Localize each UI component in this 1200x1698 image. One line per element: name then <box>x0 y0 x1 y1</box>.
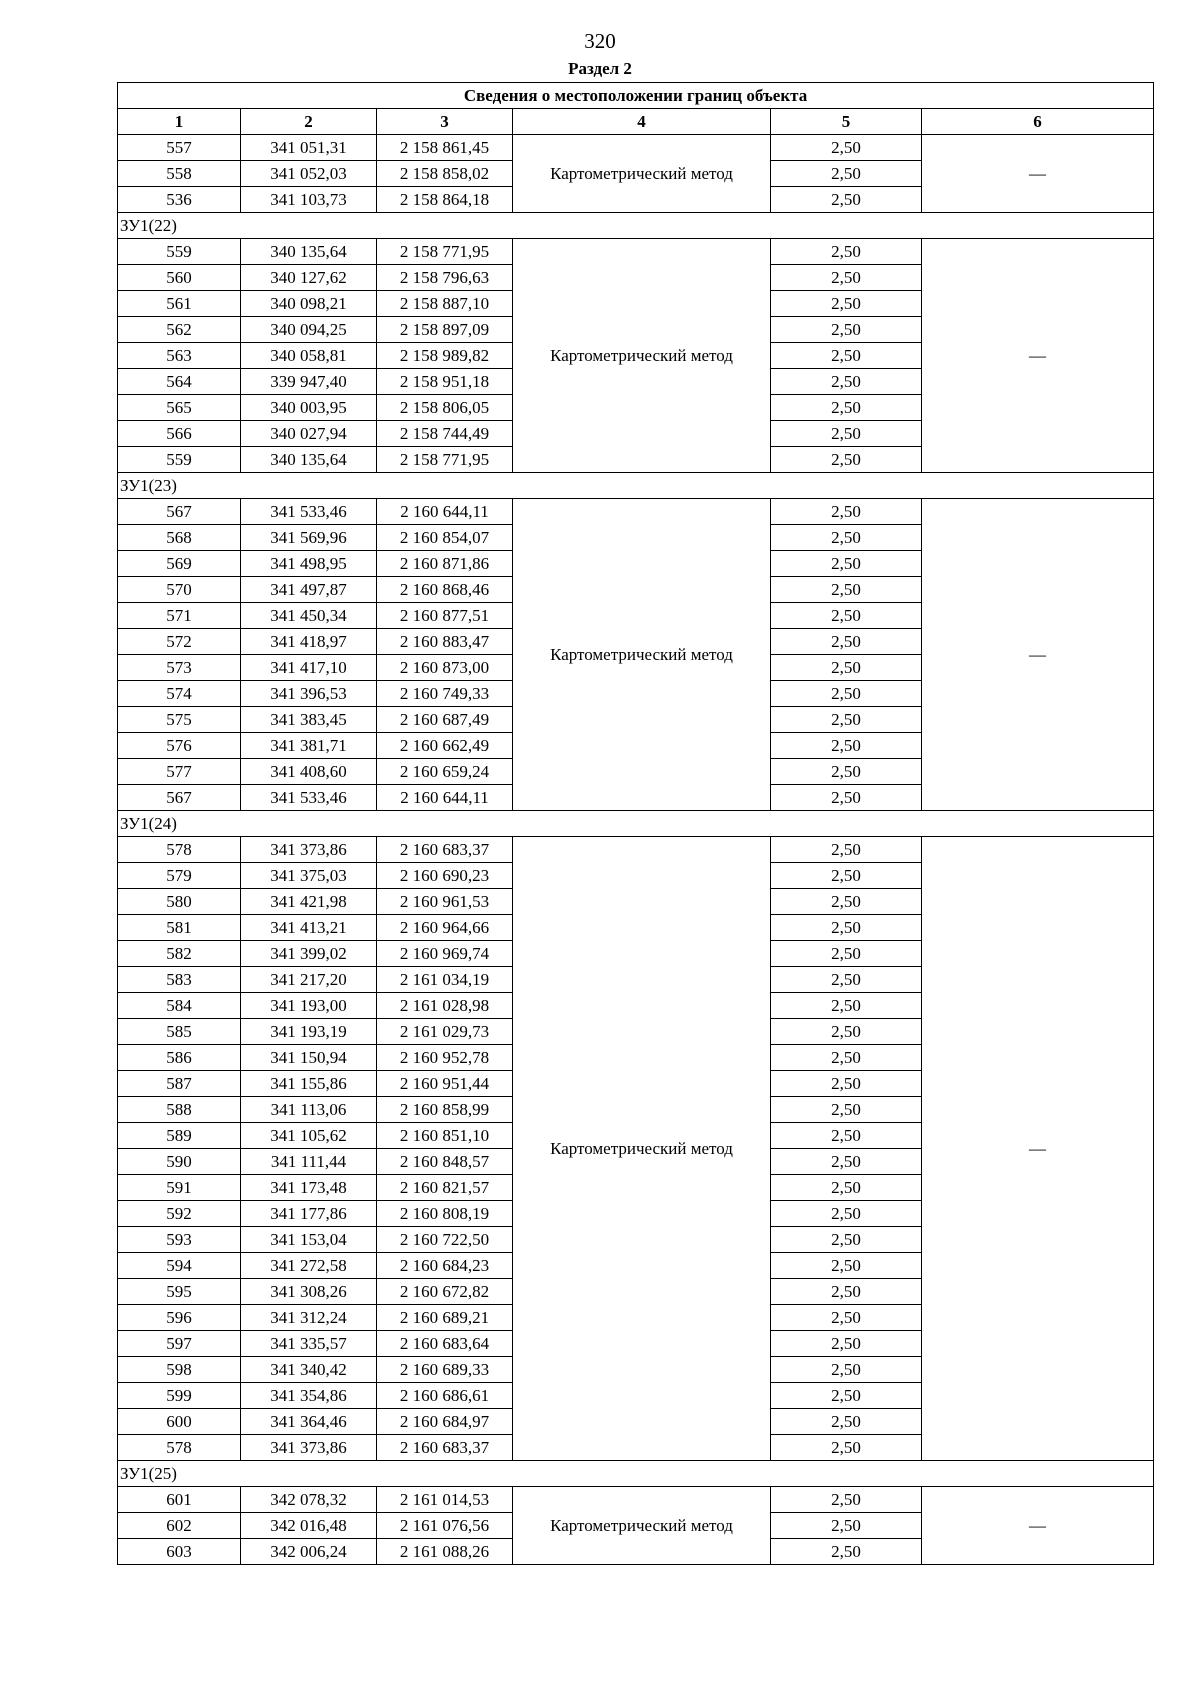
point-number: 593 <box>118 1227 241 1253</box>
x-coordinate: 341 155,86 <box>241 1071 377 1097</box>
point-number: 562 <box>118 317 241 343</box>
table-row <box>118 499 1154 525</box>
point-number: 563 <box>118 343 241 369</box>
point-number: 564 <box>118 369 241 395</box>
point-number: 567 <box>118 785 241 811</box>
x-coordinate: 341 308,26 <box>241 1279 377 1305</box>
x-coordinate: 341 177,86 <box>241 1201 377 1227</box>
y-coordinate: 2 160 858,99 <box>377 1097 513 1123</box>
x-coordinate: 341 373,86 <box>241 837 377 863</box>
accuracy-value: 2,50 <box>771 1097 922 1123</box>
accuracy-value: 2,50 <box>771 1487 922 1513</box>
point-number: 590 <box>118 1149 241 1175</box>
point-number: 566 <box>118 421 241 447</box>
x-coordinate: 341 103,73 <box>241 187 377 213</box>
point-number: 589 <box>118 1123 241 1149</box>
point-number: 602 <box>118 1513 241 1539</box>
x-coordinate: 340 135,64 <box>241 447 377 473</box>
point-number: 600 <box>118 1409 241 1435</box>
y-coordinate: 2 160 951,44 <box>377 1071 513 1097</box>
accuracy-value: 2,50 <box>771 1227 922 1253</box>
point-number: 603 <box>118 1539 241 1565</box>
land-plot-label: ЗУ1(25) <box>118 1461 1154 1487</box>
point-number: 586 <box>118 1045 241 1071</box>
accuracy-value: 2,50 <box>771 837 922 863</box>
y-coordinate: 2 160 722,50 <box>377 1227 513 1253</box>
column-number: 6 <box>922 109 1154 135</box>
point-number: 576 <box>118 733 241 759</box>
accuracy-value: 2,50 <box>771 941 922 967</box>
x-coordinate: 341 354,86 <box>241 1383 377 1409</box>
accuracy-value: 2,50 <box>771 1201 922 1227</box>
y-coordinate: 2 158 806,05 <box>377 395 513 421</box>
column-number: 1 <box>118 109 241 135</box>
x-coordinate: 341 335,57 <box>241 1331 377 1357</box>
accuracy-value: 2,50 <box>771 369 922 395</box>
point-number: 559 <box>118 447 241 473</box>
x-coordinate: 341 051,31 <box>241 135 377 161</box>
x-coordinate: 341 396,53 <box>241 681 377 707</box>
table-row <box>118 837 1154 863</box>
x-coordinate: 340 127,62 <box>241 265 377 291</box>
accuracy-value: 2,50 <box>771 525 922 551</box>
point-number: 573 <box>118 655 241 681</box>
y-coordinate: 2 158 897,09 <box>377 317 513 343</box>
x-coordinate: 341 340,42 <box>241 1357 377 1383</box>
y-coordinate: 2 160 683,37 <box>377 837 513 863</box>
y-coordinate: 2 160 683,37 <box>377 1435 513 1461</box>
accuracy-value: 2,50 <box>771 343 922 369</box>
accuracy-value: 2,50 <box>771 967 922 993</box>
y-coordinate: 2 158 771,95 <box>377 447 513 473</box>
note-dash: — <box>922 837 1154 1461</box>
x-coordinate: 341 272,58 <box>241 1253 377 1279</box>
table-caption: Сведения о местоположении границ объекта <box>118 83 1154 109</box>
y-coordinate: 2 160 969,74 <box>377 941 513 967</box>
y-coordinate: 2 160 964,66 <box>377 915 513 941</box>
y-coordinate: 2 161 028,98 <box>377 993 513 1019</box>
y-coordinate: 2 160 659,24 <box>377 759 513 785</box>
x-coordinate: 341 569,96 <box>241 525 377 551</box>
y-coordinate: 2 158 989,82 <box>377 343 513 369</box>
accuracy-value: 2,50 <box>771 681 922 707</box>
y-coordinate: 2 160 672,82 <box>377 1279 513 1305</box>
determination-method: Картометрический метод <box>513 135 771 213</box>
land-plot-label: ЗУ1(24) <box>118 811 1154 837</box>
x-coordinate: 341 193,00 <box>241 993 377 1019</box>
point-number: 560 <box>118 265 241 291</box>
accuracy-value: 2,50 <box>771 1539 922 1565</box>
accuracy-value: 2,50 <box>771 1253 922 1279</box>
note-dash: — <box>922 1487 1154 1565</box>
land-plot-label: ЗУ1(22) <box>118 213 1154 239</box>
y-coordinate: 2 160 689,33 <box>377 1357 513 1383</box>
x-coordinate: 341 417,10 <box>241 655 377 681</box>
point-number: 592 <box>118 1201 241 1227</box>
x-coordinate: 340 058,81 <box>241 343 377 369</box>
y-coordinate: 2 160 686,61 <box>377 1383 513 1409</box>
y-coordinate: 2 160 854,07 <box>377 525 513 551</box>
determination-method: Картометрический метод <box>513 499 771 811</box>
point-number: 588 <box>118 1097 241 1123</box>
land-plot-group-row <box>118 811 1154 837</box>
x-coordinate: 341 153,04 <box>241 1227 377 1253</box>
x-coordinate: 341 413,21 <box>241 915 377 941</box>
y-coordinate: 2 160 873,00 <box>377 655 513 681</box>
column-number: 2 <box>241 109 377 135</box>
note-dash: — <box>922 239 1154 473</box>
point-number: 585 <box>118 1019 241 1045</box>
point-number: 581 <box>118 915 241 941</box>
accuracy-value: 2,50 <box>771 239 922 265</box>
y-coordinate: 2 160 689,21 <box>377 1305 513 1331</box>
y-coordinate: 2 160 851,10 <box>377 1123 513 1149</box>
x-coordinate: 341 533,46 <box>241 785 377 811</box>
point-number: 582 <box>118 941 241 967</box>
x-coordinate: 341 399,02 <box>241 941 377 967</box>
y-coordinate: 2 158 858,02 <box>377 161 513 187</box>
x-coordinate: 340 098,21 <box>241 291 377 317</box>
y-coordinate: 2 160 684,97 <box>377 1409 513 1435</box>
accuracy-value: 2,50 <box>771 265 922 291</box>
accuracy-value: 2,50 <box>771 1019 922 1045</box>
y-coordinate: 2 158 864,18 <box>377 187 513 213</box>
column-number-row <box>118 109 1154 135</box>
x-coordinate: 341 418,97 <box>241 629 377 655</box>
accuracy-value: 2,50 <box>771 135 922 161</box>
point-number: 595 <box>118 1279 241 1305</box>
x-coordinate: 341 111,44 <box>241 1149 377 1175</box>
table-row <box>118 239 1154 265</box>
y-coordinate: 2 160 683,64 <box>377 1331 513 1357</box>
accuracy-value: 2,50 <box>771 1357 922 1383</box>
accuracy-value: 2,50 <box>771 915 922 941</box>
y-coordinate: 2 160 961,53 <box>377 889 513 915</box>
point-number: 584 <box>118 993 241 1019</box>
accuracy-value: 2,50 <box>771 1045 922 1071</box>
x-coordinate: 341 105,62 <box>241 1123 377 1149</box>
x-coordinate: 341 375,03 <box>241 863 377 889</box>
y-coordinate: 2 160 883,47 <box>377 629 513 655</box>
point-number: 577 <box>118 759 241 785</box>
table-row <box>118 135 1154 161</box>
y-coordinate: 2 160 808,19 <box>377 1201 513 1227</box>
y-coordinate: 2 160 868,46 <box>377 577 513 603</box>
column-number: 5 <box>771 109 922 135</box>
y-coordinate: 2 158 771,95 <box>377 239 513 265</box>
point-number: 591 <box>118 1175 241 1201</box>
point-number: 574 <box>118 681 241 707</box>
table-row <box>118 1487 1154 1513</box>
point-number: 578 <box>118 837 241 863</box>
accuracy-value: 2,50 <box>771 1513 922 1539</box>
x-coordinate: 341 150,94 <box>241 1045 377 1071</box>
x-coordinate: 341 498,95 <box>241 551 377 577</box>
x-coordinate: 341 312,24 <box>241 1305 377 1331</box>
x-coordinate: 341 421,98 <box>241 889 377 915</box>
x-coordinate: 341 408,60 <box>241 759 377 785</box>
accuracy-value: 2,50 <box>771 1331 922 1357</box>
y-coordinate: 2 160 684,23 <box>377 1253 513 1279</box>
y-coordinate: 2 158 861,45 <box>377 135 513 161</box>
x-coordinate: 341 533,46 <box>241 499 377 525</box>
y-coordinate: 2 158 951,18 <box>377 369 513 395</box>
boundary-coordinates-table <box>117 82 1154 1565</box>
accuracy-value: 2,50 <box>771 1435 922 1461</box>
x-coordinate: 341 113,06 <box>241 1097 377 1123</box>
y-coordinate: 2 160 821,57 <box>377 1175 513 1201</box>
x-coordinate: 341 193,19 <box>241 1019 377 1045</box>
point-number: 536 <box>118 187 241 213</box>
y-coordinate: 2 161 014,53 <box>377 1487 513 1513</box>
point-number: 575 <box>118 707 241 733</box>
point-number: 601 <box>118 1487 241 1513</box>
point-number: 568 <box>118 525 241 551</box>
section-title: Раздел 2 <box>568 59 632 78</box>
accuracy-value: 2,50 <box>771 1279 922 1305</box>
accuracy-value: 2,50 <box>771 863 922 889</box>
accuracy-value: 2,50 <box>771 707 922 733</box>
x-coordinate: 342 006,24 <box>241 1539 377 1565</box>
y-coordinate: 2 160 749,33 <box>377 681 513 707</box>
point-number: 558 <box>118 161 241 187</box>
accuracy-value: 2,50 <box>771 603 922 629</box>
y-coordinate: 2 158 796,63 <box>377 265 513 291</box>
determination-method: Картометрический метод <box>513 1487 771 1565</box>
accuracy-value: 2,50 <box>771 1383 922 1409</box>
accuracy-value: 2,50 <box>771 785 922 811</box>
accuracy-value: 2,50 <box>771 577 922 603</box>
accuracy-value: 2,50 <box>771 1149 922 1175</box>
y-coordinate: 2 161 076,56 <box>377 1513 513 1539</box>
x-coordinate: 341 381,71 <box>241 733 377 759</box>
y-coordinate: 2 160 662,49 <box>377 733 513 759</box>
determination-method: Картометрический метод <box>513 837 771 1461</box>
accuracy-value: 2,50 <box>771 317 922 343</box>
accuracy-value: 2,50 <box>771 1175 922 1201</box>
point-number: 578 <box>118 1435 241 1461</box>
accuracy-value: 2,50 <box>771 629 922 655</box>
x-coordinate: 341 173,48 <box>241 1175 377 1201</box>
accuracy-value: 2,50 <box>771 499 922 525</box>
accuracy-value: 2,50 <box>771 1123 922 1149</box>
y-coordinate: 2 160 871,86 <box>377 551 513 577</box>
point-number: 598 <box>118 1357 241 1383</box>
x-coordinate: 341 497,87 <box>241 577 377 603</box>
land-plot-group-row <box>118 473 1154 499</box>
y-coordinate: 2 160 848,57 <box>377 1149 513 1175</box>
land-plot-label: ЗУ1(23) <box>118 473 1154 499</box>
y-coordinate: 2 161 088,26 <box>377 1539 513 1565</box>
y-coordinate: 2 160 644,11 <box>377 785 513 811</box>
y-coordinate: 2 160 952,78 <box>377 1045 513 1071</box>
x-coordinate: 342 078,32 <box>241 1487 377 1513</box>
accuracy-value: 2,50 <box>771 421 922 447</box>
accuracy-value: 2,50 <box>771 1071 922 1097</box>
page-number: 320 <box>584 29 616 53</box>
accuracy-value: 2,50 <box>771 1409 922 1435</box>
point-number: 572 <box>118 629 241 655</box>
y-coordinate: 2 161 029,73 <box>377 1019 513 1045</box>
accuracy-value: 2,50 <box>771 291 922 317</box>
point-number: 583 <box>118 967 241 993</box>
accuracy-value: 2,50 <box>771 1305 922 1331</box>
accuracy-value: 2,50 <box>771 551 922 577</box>
x-coordinate: 342 016,48 <box>241 1513 377 1539</box>
x-coordinate: 340 135,64 <box>241 239 377 265</box>
determination-method: Картометрический метод <box>513 239 771 473</box>
accuracy-value: 2,50 <box>771 759 922 785</box>
x-coordinate: 340 094,25 <box>241 317 377 343</box>
point-number: 557 <box>118 135 241 161</box>
point-number: 597 <box>118 1331 241 1357</box>
accuracy-value: 2,50 <box>771 161 922 187</box>
accuracy-value: 2,50 <box>771 993 922 1019</box>
point-number: 565 <box>118 395 241 421</box>
note-dash: — <box>922 135 1154 213</box>
y-coordinate: 2 160 690,23 <box>377 863 513 889</box>
accuracy-value: 2,50 <box>771 395 922 421</box>
point-number: 594 <box>118 1253 241 1279</box>
x-coordinate: 341 450,34 <box>241 603 377 629</box>
point-number: 559 <box>118 239 241 265</box>
accuracy-value: 2,50 <box>771 655 922 681</box>
column-number: 4 <box>513 109 771 135</box>
x-coordinate: 341 217,20 <box>241 967 377 993</box>
y-coordinate: 2 160 877,51 <box>377 603 513 629</box>
x-coordinate: 341 373,86 <box>241 1435 377 1461</box>
y-coordinate: 2 161 034,19 <box>377 967 513 993</box>
x-coordinate: 341 383,45 <box>241 707 377 733</box>
x-coordinate: 341 364,46 <box>241 1409 377 1435</box>
x-coordinate: 339 947,40 <box>241 369 377 395</box>
x-coordinate: 341 052,03 <box>241 161 377 187</box>
note-dash: — <box>922 499 1154 811</box>
point-number: 570 <box>118 577 241 603</box>
accuracy-value: 2,50 <box>771 447 922 473</box>
y-coordinate: 2 160 687,49 <box>377 707 513 733</box>
x-coordinate: 340 003,95 <box>241 395 377 421</box>
land-plot-group-row <box>118 213 1154 239</box>
y-coordinate: 2 158 887,10 <box>377 291 513 317</box>
accuracy-value: 2,50 <box>771 733 922 759</box>
column-number: 3 <box>377 109 513 135</box>
point-number: 580 <box>118 889 241 915</box>
point-number: 571 <box>118 603 241 629</box>
land-plot-group-row <box>118 1461 1154 1487</box>
y-coordinate: 2 158 744,49 <box>377 421 513 447</box>
point-number: 587 <box>118 1071 241 1097</box>
table-caption-row <box>118 83 1154 109</box>
accuracy-value: 2,50 <box>771 889 922 915</box>
point-number: 596 <box>118 1305 241 1331</box>
y-coordinate: 2 160 644,11 <box>377 499 513 525</box>
point-number: 569 <box>118 551 241 577</box>
point-number: 567 <box>118 499 241 525</box>
accuracy-value: 2,50 <box>771 187 922 213</box>
point-number: 579 <box>118 863 241 889</box>
x-coordinate: 340 027,94 <box>241 421 377 447</box>
point-number: 561 <box>118 291 241 317</box>
point-number: 599 <box>118 1383 241 1409</box>
